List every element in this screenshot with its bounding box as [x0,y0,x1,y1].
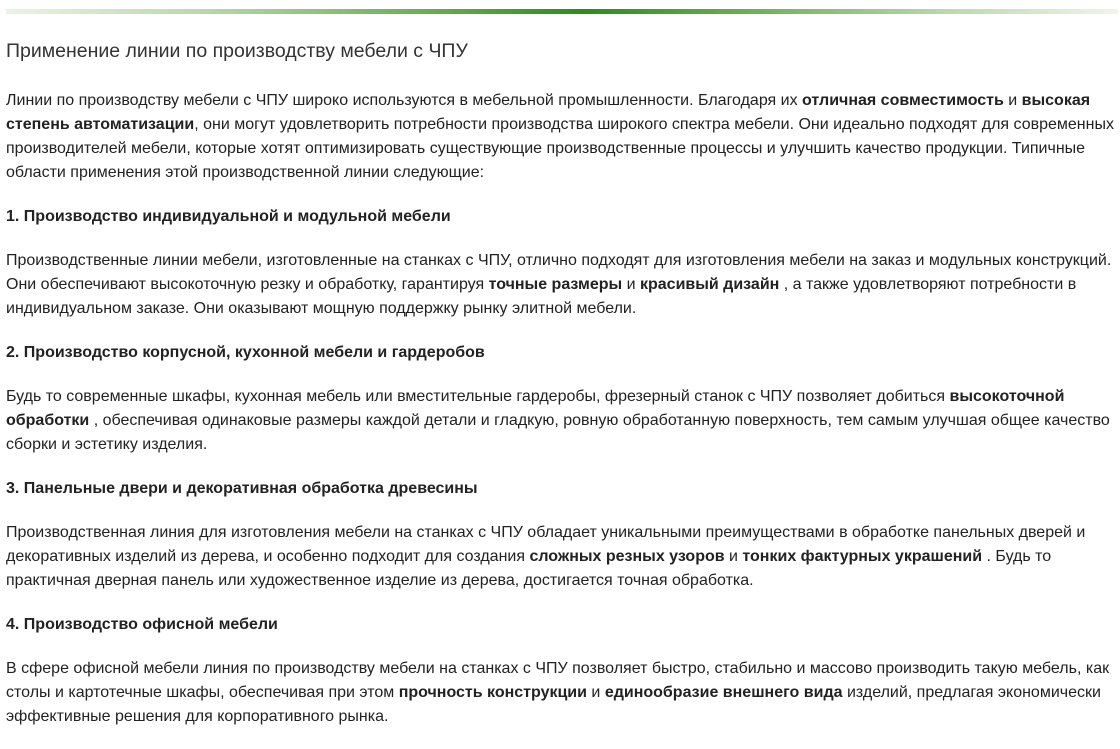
section-heading: 1. Производство индивидуальной и модульной мебели [6,208,451,225]
article [6,36,1116,749]
section-paragraph: Будь то современные шкафы, кухонная мебель или вместительные гардеробы, фрезерный станок с ЧПУ позволяет добиться высокоточной обработки , обеспечивая одинаковые размеры каждой детали и гладкую, ровную обработанную поверхность, тем самым улучшая общее качество сборки и эстетику изделия. [6,388,1110,453]
highlight: красивый дизайн [639,276,780,293]
page-title: Применение линии по производству мебели с ЧПУ [6,40,468,62]
highlight: единообразие внешнего вида [604,684,843,701]
section-heading: 3. Панельные двери и декоративная обработка древесины [6,480,478,497]
highlight: сложных резных узоров [529,548,725,565]
section-paragraph: Производственные линии мебели, изготовленные на станках с ЧПУ, отлично подходят для изготовления мебели на заказ и модульных конструкций. Они обеспечивают высокоточную резку и обработку, гарантируя точные размеры и красивый дизайн , а также удовлетворяют потребности в индивидуальном заказе. Они оказывают мощную поддержку рынку элитной мебели. [6,252,1112,317]
highlight: точные размеры [488,276,623,293]
highlight: тонких фактурных украшений [742,548,983,565]
highlight: высокая степень автоматизации [6,92,1091,133]
highlight: отличная совместимость [802,92,1004,109]
highlight: прочность конструкции [398,684,587,701]
highlight: высокоточной обработки [6,388,1065,429]
intro-paragraph: Линии по производству мебели с ЧПУ широко используются в мебельной промышленности. Благодаря их отличная совместимость и высокая степень автоматизации, они могут удовлетворить потребности производства широкого спектра мебели. Они идеально подходят для современных производителей мебели, которые хотят оптимизировать существующие производственные процессы и улучшить качество продукции. Типичные области применения этой производственной линии следующие: [6,92,1114,181]
section-heading: 2. Производство корпусной, кухонной мебели и гардеробов [6,344,485,361]
section-heading: 4. Производство офисной мебели [6,616,278,633]
section-paragraph: В сфере офисной мебели линия по производству мебели на станках с ЧПУ позволяет быстро, стабильно и массово производить такую мебель, как столы и картотечные шкафы, обеспечивая при этом прочность конструкции и единообразие внешнего вида изделий, предлагая экономически эффективные решения для корпоративного рынка. [6,660,1110,725]
section-paragraph: Производственная линия для изготовления мебели на станках с ЧПУ обладает уникальными преимуществами в обработке панельных дверей и декоративных изделий из дерева, и особенно подходит для создания сложных резных узоров и тонких фактурных украшений . Будь то практичная дверная панель или художественное изделие из дерева, достигается точная обработка. [6,524,1086,589]
top-divider [6,9,1118,14]
